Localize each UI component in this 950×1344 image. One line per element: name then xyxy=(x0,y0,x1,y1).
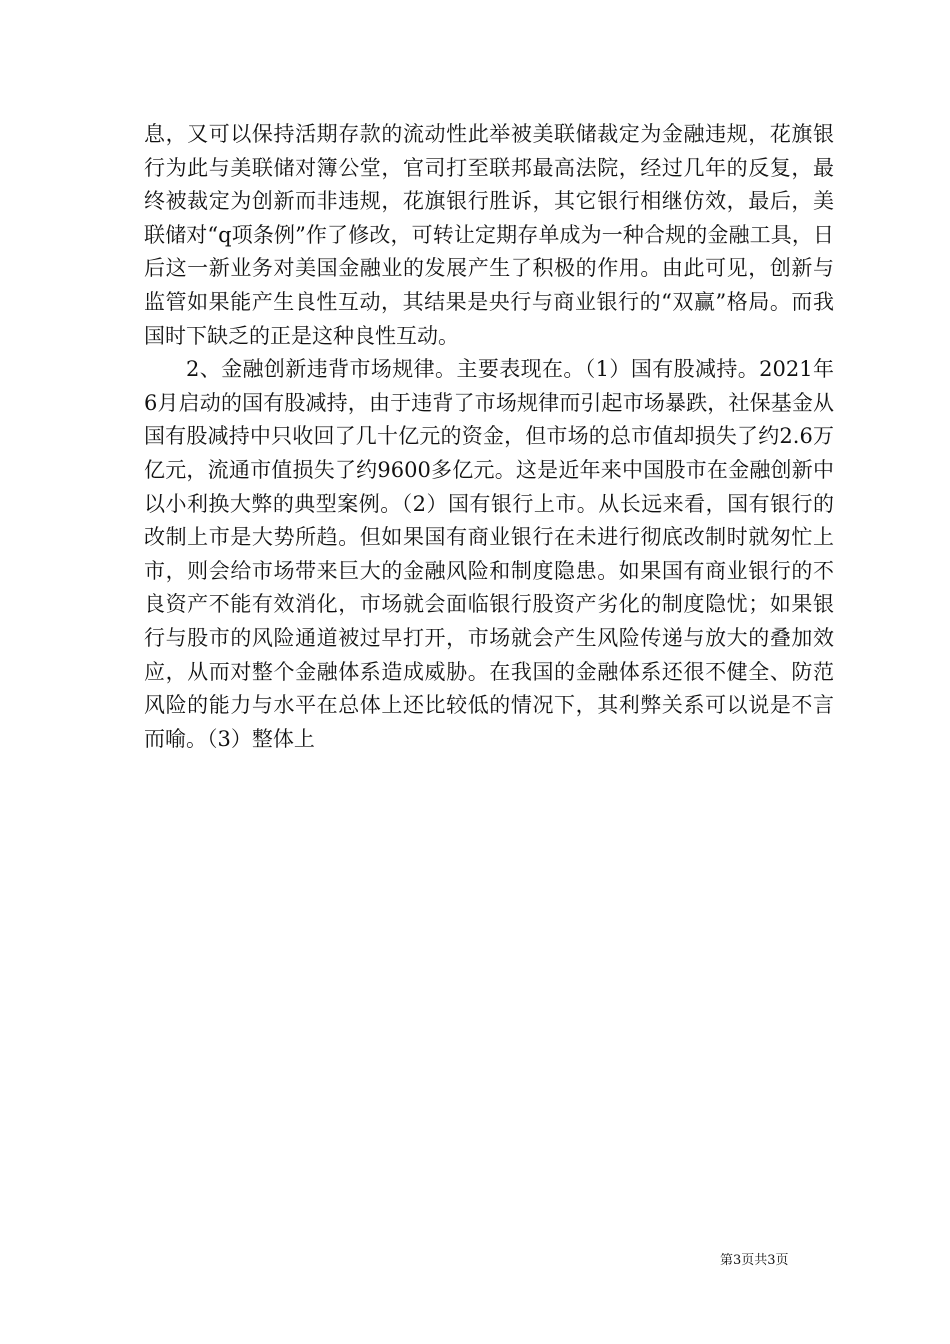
page-number-footer: 第3页共3页 xyxy=(720,1253,789,1268)
paragraph-1: 息，又可以保持活期存款的流动性此举被美联储裁定为金融违规，花旗银行为此与美联储对簿公堂，官司打至联邦最高法院，经过几年的反复，最终被裁定为创新而非违规，花旗银行胜诉，其它银行相继仿效，最后，美联储对“q项条例”作了修改，可转让定期存单成为一种合规的金融工具，日后这一新业务对美国金融业的发展产生了积极的作用。由此可见，创新与监管如果能产生良性互动，其结果是央行与商业银行的“双赢”格局。而我国时下缺乏的正是这种良性互动。 xyxy=(144,122,834,348)
paragraph-2: 2、金融创新违背市场规律。主要表现在。（1）国有股减持。2021年6月启动的国有股减持，由于违背了市场规律而引起市场暴跌，社保基金从国有股减持中只收回了几十亿元的资金，但市场的总市值却损失了约2.6万亿元，流通市值损失了约9600多亿元。这是近年来中国股市在金融创新中以小利换大弊的典型案例。（2）国有银行上市。从长远来看，国有银行的改制上市是大势所趋。但如果国有商业银行在未进行彻底改制时就匆忙上市，则会给市场带来巨大的金融风险和制度隐患。如果国有商业银行的不良资产不能有效消化，市场就会面临银行股资产劣化的制度隐忧；如果银行与股市的风险通道被过早打开，市场就会产生风险传递与放大的叠加效应，从而对整个金融体系造成威胁。在我国的金融体系还很不健全、防范风险的能力与水平在总体上还比较低的情况下，其利弊关系可以说是不言而喻。（3）整体上 xyxy=(144,357,834,751)
body-text xyxy=(144,118,834,756)
